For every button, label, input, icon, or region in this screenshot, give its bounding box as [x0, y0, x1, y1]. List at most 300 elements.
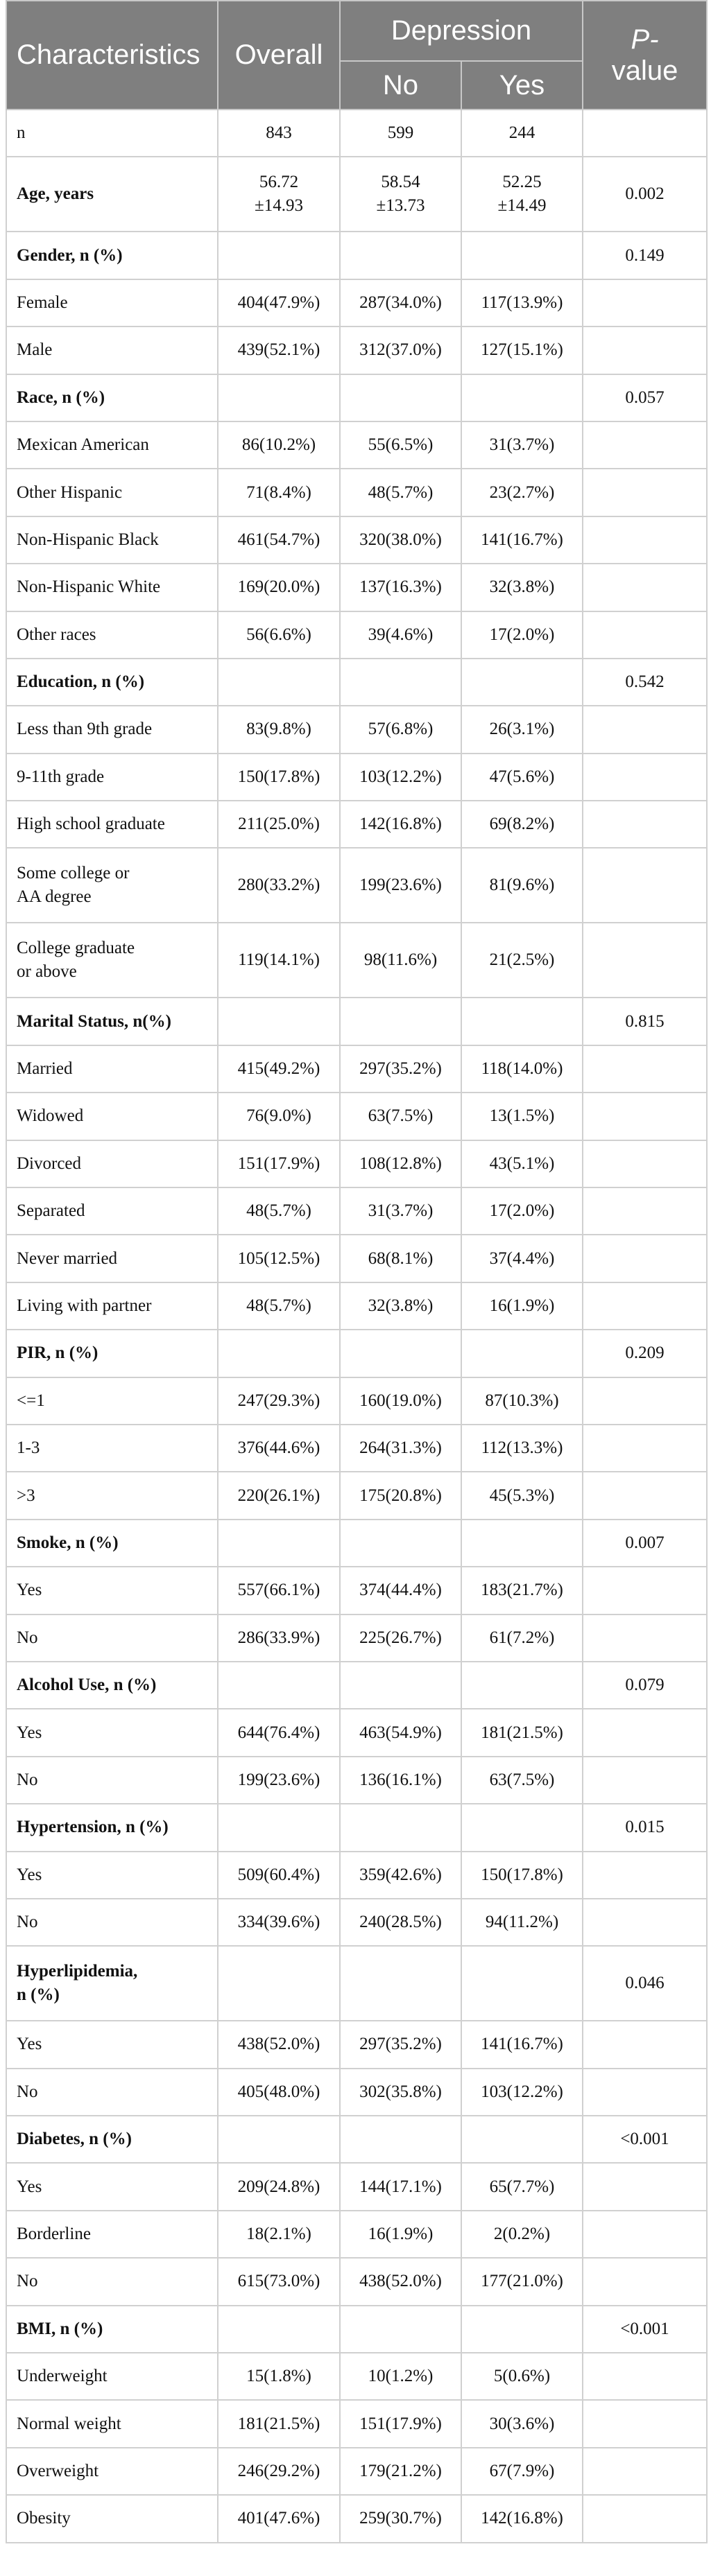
cell-overall	[218, 1662, 340, 1709]
cell-overall: 169(20.0%)	[218, 564, 340, 611]
cell-yes	[461, 659, 583, 706]
cell-overall	[218, 1946, 340, 2021]
table-container	[6, 0, 706, 2543]
row-label: 9-11th grade	[6, 754, 218, 801]
cell-yes: 23(2.7%)	[461, 469, 583, 516]
cell-no	[340, 1804, 461, 1851]
cell-p-value	[583, 754, 707, 801]
row-label: n	[6, 110, 218, 157]
table-row	[6, 1615, 707, 1662]
table-row	[6, 1472, 707, 1519]
row-label: Yes	[6, 1567, 218, 1614]
section-label	[6, 1946, 218, 2021]
cell-no: 297(35.2%)	[340, 2021, 461, 2068]
table-row	[6, 2021, 707, 2068]
cell-overall: 56(6.6%)	[218, 611, 340, 659]
row-label: Non-Hispanic Black	[6, 516, 218, 564]
cell-no: 240(28.5%)	[340, 1899, 461, 1946]
cell-overall: 211(25.0%)	[218, 801, 340, 848]
cell-yes: 17(2.0%)	[461, 611, 583, 659]
row-label: <=1	[6, 1377, 218, 1425]
cell-overall	[218, 2116, 340, 2163]
cell-no: 16(1.9%)	[340, 2211, 461, 2258]
cell-no: 302(35.8%)	[340, 2069, 461, 2116]
cell-p-value: 0.209	[583, 1330, 707, 1377]
table-row	[6, 2069, 707, 2116]
table-body	[6, 110, 707, 2543]
cell-overall: 48(5.7%)	[218, 1187, 340, 1235]
cell-no: 103(12.2%)	[340, 754, 461, 801]
table-row	[6, 923, 707, 998]
cell-no: 108(12.8%)	[340, 1140, 461, 1187]
cell-no: 463(54.9%)	[340, 1709, 461, 1756]
table-section-row	[6, 659, 707, 706]
cell-p-value: 0.015	[583, 1804, 707, 1851]
table-row	[6, 2495, 707, 2542]
table-section-row	[6, 232, 707, 279]
cell-overall: 509(60.4%)	[218, 1852, 340, 1899]
table-row	[6, 2211, 707, 2258]
table-row	[6, 754, 707, 801]
cell-yes	[461, 2306, 583, 2353]
cell-yes: 5(0.6%)	[461, 2353, 583, 2400]
cell-overall: 280(33.2%)	[218, 848, 340, 923]
cell-overall: 615(73.0%)	[218, 2258, 340, 2305]
cell-yes: 141(16.7%)	[461, 2021, 583, 2068]
cell-no	[340, 659, 461, 706]
table-row	[6, 2448, 707, 2495]
cell-yes: 127(15.1%)	[461, 327, 583, 374]
table-row	[6, 706, 707, 753]
section-label-line: Hyperlipidemia,	[17, 1962, 138, 1981]
cell-p-value	[583, 516, 707, 564]
cell-p-value	[583, 848, 707, 923]
cell-no: 48(5.7%)	[340, 469, 461, 516]
table-row	[6, 1045, 707, 1093]
cell-overall	[218, 157, 340, 232]
cell-yes: 65(7.7%)	[461, 2163, 583, 2210]
cell-no: 320(38.0%)	[340, 516, 461, 564]
cell-p-value	[583, 421, 707, 469]
table-row	[6, 1140, 707, 1187]
row-label: Yes	[6, 2021, 218, 2068]
row-label: Non-Hispanic White	[6, 564, 218, 611]
cell-no: 297(35.2%)	[340, 1045, 461, 1093]
cell-yes-line: 52.25	[502, 173, 542, 192]
cell-p-value	[583, 1425, 707, 1472]
table-row	[6, 611, 707, 659]
cell-p-value: 0.002	[583, 157, 707, 232]
cell-no: 179(21.2%)	[340, 2448, 461, 2495]
table-row	[6, 1282, 707, 1330]
cell-yes: 141(16.7%)	[461, 516, 583, 564]
cell-yes	[461, 1662, 583, 1709]
cell-overall: 18(2.1%)	[218, 2211, 340, 2258]
cell-overall	[218, 1330, 340, 1377]
row-label: High school graduate	[6, 801, 218, 848]
table-section-row	[6, 1662, 707, 1709]
cell-no: 63(7.5%)	[340, 1093, 461, 1140]
cell-yes: 17(2.0%)	[461, 1187, 583, 1235]
cell-overall: 401(47.6%)	[218, 2495, 340, 2542]
cell-overall: 286(33.9%)	[218, 1615, 340, 1662]
cell-overall: 843	[218, 110, 340, 157]
cell-yes: 31(3.7%)	[461, 421, 583, 469]
cell-overall: 83(9.8%)	[218, 706, 340, 753]
section-label: BMI, n (%)	[6, 2306, 218, 2353]
cell-no: 31(3.7%)	[340, 1187, 461, 1235]
cell-no: 259(30.7%)	[340, 2495, 461, 2542]
header-overall: Overall	[218, 1, 340, 110]
cell-no: 264(31.3%)	[340, 1425, 461, 1472]
cell-overall	[218, 1804, 340, 1851]
row-label: Yes	[6, 2163, 218, 2210]
cell-p-value	[583, 1377, 707, 1425]
cell-yes: 30(3.6%)	[461, 2400, 583, 2447]
row-label: Underweight	[6, 2353, 218, 2400]
header-p-value	[583, 1, 707, 110]
header-depression: Depression	[340, 1, 583, 61]
cell-no: 98(11.6%)	[340, 923, 461, 998]
table-header	[6, 1, 707, 110]
cell-yes: 32(3.8%)	[461, 564, 583, 611]
cell-yes: 81(9.6%)	[461, 848, 583, 923]
cell-yes: 37(4.4%)	[461, 1235, 583, 1282]
cell-no	[340, 232, 461, 279]
cell-no	[340, 2116, 461, 2163]
cell-overall: 644(76.4%)	[218, 1709, 340, 1756]
cell-no: 160(19.0%)	[340, 1377, 461, 1425]
cell-overall	[218, 2306, 340, 2353]
cell-yes: 150(17.8%)	[461, 1852, 583, 1899]
table-section-row	[6, 1330, 707, 1377]
cell-overall: 438(52.0%)	[218, 2021, 340, 2068]
table-row	[6, 848, 707, 923]
section-label-line: n (%)	[17, 1985, 60, 2005]
cell-p-value	[583, 923, 707, 998]
header-characteristics: Characteristics	[6, 1, 218, 110]
row-label: No	[6, 1757, 218, 1804]
table-section-row	[6, 1804, 707, 1851]
cell-yes	[461, 232, 583, 279]
cell-no: 55(6.5%)	[340, 421, 461, 469]
table-row	[6, 564, 707, 611]
cell-p-value	[583, 1709, 707, 1756]
cell-yes: 177(21.0%)	[461, 2258, 583, 2305]
cell-p-value	[583, 1567, 707, 1614]
cell-no	[340, 1330, 461, 1377]
cell-no: 10(1.2%)	[340, 2353, 461, 2400]
cell-p-value: 0.542	[583, 659, 707, 706]
table-row	[6, 2258, 707, 2305]
row-label: Overweight	[6, 2448, 218, 2495]
section-label: Race, n (%)	[6, 374, 218, 421]
cell-yes	[461, 1804, 583, 1851]
cell-p-value: 0.046	[583, 1946, 707, 2021]
cell-overall	[218, 659, 340, 706]
cell-overall: 439(52.1%)	[218, 327, 340, 374]
cell-p-value	[583, 1045, 707, 1093]
row-label: No	[6, 2069, 218, 2116]
header-depression-yes: Yes	[461, 61, 583, 110]
cell-no: 57(6.8%)	[340, 706, 461, 753]
row-label-line: Some college or	[17, 864, 130, 883]
section-label: Gender, n (%)	[6, 232, 218, 279]
cell-no-line: ±13.73	[376, 196, 425, 216]
cell-no	[340, 157, 461, 232]
row-label: Other Hispanic	[6, 469, 218, 516]
cell-overall: 461(54.7%)	[218, 516, 340, 564]
cell-no: 225(26.7%)	[340, 1615, 461, 1662]
cell-p-value	[583, 1187, 707, 1235]
table-row	[6, 110, 707, 157]
header-p-italic: P-	[631, 24, 659, 55]
row-label: No	[6, 2258, 218, 2305]
cell-no: 142(16.8%)	[340, 801, 461, 848]
cell-p-value	[583, 1899, 707, 1946]
section-label: Alcohol Use, n (%)	[6, 1662, 218, 1709]
header-depression-no: No	[340, 61, 461, 110]
table-row	[6, 1899, 707, 1946]
cell-yes: 183(21.7%)	[461, 1567, 583, 1614]
cell-yes	[461, 374, 583, 421]
cell-yes	[461, 1330, 583, 1377]
cell-no: 68(8.1%)	[340, 1235, 461, 1282]
cell-overall: 247(29.3%)	[218, 1377, 340, 1425]
row-label: No	[6, 1899, 218, 1946]
table-row	[6, 1187, 707, 1235]
cell-overall: 404(47.9%)	[218, 279, 340, 327]
row-label: >3	[6, 1472, 218, 1519]
cell-yes: 103(12.2%)	[461, 2069, 583, 2116]
cell-overall: 246(29.2%)	[218, 2448, 340, 2495]
cell-overall-line: 56.72	[259, 173, 299, 192]
cell-p-value	[583, 1757, 707, 1804]
cell-p-value	[583, 1093, 707, 1140]
cell-no: 151(17.9%)	[340, 2400, 461, 2447]
row-label: Male	[6, 327, 218, 374]
row-label: Living with partner	[6, 1282, 218, 1330]
cell-yes: 67(7.9%)	[461, 2448, 583, 2495]
row-label: Age, years	[6, 157, 218, 232]
cell-overall	[218, 1520, 340, 1567]
cell-overall: 86(10.2%)	[218, 421, 340, 469]
cell-yes	[461, 2116, 583, 2163]
cell-yes: 43(5.1%)	[461, 1140, 583, 1187]
table-section-row	[6, 2116, 707, 2163]
cell-yes: 26(3.1%)	[461, 706, 583, 753]
table-row	[6, 279, 707, 327]
cell-overall: 209(24.8%)	[218, 2163, 340, 2210]
row-label: Divorced	[6, 1140, 218, 1187]
cell-no	[340, 2306, 461, 2353]
cell-no: 199(23.6%)	[340, 848, 461, 923]
cell-overall: 105(12.5%)	[218, 1235, 340, 1282]
row-label: Borderline	[6, 2211, 218, 2258]
cell-p-value	[583, 327, 707, 374]
cell-overall: 405(48.0%)	[218, 2069, 340, 2116]
cell-yes: 45(5.3%)	[461, 1472, 583, 1519]
cell-overall	[218, 374, 340, 421]
cell-p-value	[583, 611, 707, 659]
table-row	[6, 2163, 707, 2210]
cell-no: 312(37.0%)	[340, 327, 461, 374]
table-row	[6, 1093, 707, 1140]
row-label-line: College graduate	[17, 939, 135, 958]
row-label: Yes	[6, 1709, 218, 1756]
cell-yes: 118(14.0%)	[461, 1045, 583, 1093]
cell-yes: 87(10.3%)	[461, 1377, 583, 1425]
cell-p-value	[583, 279, 707, 327]
section-label: Hypertension, n (%)	[6, 1804, 218, 1851]
cell-no: 136(16.1%)	[340, 1757, 461, 1804]
row-label: Less than 9th grade	[6, 706, 218, 753]
cell-p-value	[583, 2400, 707, 2447]
cell-yes: 244	[461, 110, 583, 157]
cell-p-value: 0.007	[583, 1520, 707, 1567]
cell-p-value	[583, 2448, 707, 2495]
table-row	[6, 469, 707, 516]
cell-no: 32(3.8%)	[340, 1282, 461, 1330]
cell-overall: 415(49.2%)	[218, 1045, 340, 1093]
cell-yes: 13(1.5%)	[461, 1093, 583, 1140]
cell-yes: 16(1.9%)	[461, 1282, 583, 1330]
cell-overall: 119(14.1%)	[218, 923, 340, 998]
section-label: Marital Status, n(%)	[6, 998, 218, 1045]
table-row	[6, 2400, 707, 2447]
row-label: Mexican American	[6, 421, 218, 469]
cell-overall: 376(44.6%)	[218, 1425, 340, 1472]
cell-overall: 71(8.4%)	[218, 469, 340, 516]
table-row	[6, 157, 707, 232]
row-label	[6, 848, 218, 923]
cell-p-value	[583, 1282, 707, 1330]
table-section-row	[6, 1946, 707, 2021]
cell-overall	[218, 998, 340, 1045]
cell-no: 287(34.0%)	[340, 279, 461, 327]
cell-yes: 117(13.9%)	[461, 279, 583, 327]
cell-no	[340, 1520, 461, 1567]
table-row	[6, 2353, 707, 2400]
table-row	[6, 1757, 707, 1804]
cell-p-value: 0.079	[583, 1662, 707, 1709]
cell-overall: 199(23.6%)	[218, 1757, 340, 1804]
cell-p-value	[583, 110, 707, 157]
cell-no: 359(42.6%)	[340, 1852, 461, 1899]
table-row	[6, 327, 707, 374]
cell-p-value	[583, 2163, 707, 2210]
cell-p-value: <0.001	[583, 2306, 707, 2353]
cell-overall: 150(17.8%)	[218, 754, 340, 801]
cell-overall: 151(17.9%)	[218, 1140, 340, 1187]
row-label: Never married	[6, 1235, 218, 1282]
table-row	[6, 1425, 707, 1472]
cell-yes	[461, 1946, 583, 2021]
table-row	[6, 1377, 707, 1425]
cell-yes: 21(2.5%)	[461, 923, 583, 998]
cell-p-value	[583, 1140, 707, 1187]
row-label: Yes	[6, 1852, 218, 1899]
cell-no: 137(16.3%)	[340, 564, 461, 611]
cell-yes: 142(16.8%)	[461, 2495, 583, 2542]
cell-no	[340, 374, 461, 421]
row-label: Separated	[6, 1187, 218, 1235]
cell-yes	[461, 998, 583, 1045]
row-label: Obesity	[6, 2495, 218, 2542]
table-row	[6, 421, 707, 469]
cell-yes: 61(7.2%)	[461, 1615, 583, 1662]
cell-p-value	[583, 2495, 707, 2542]
cell-no: 599	[340, 110, 461, 157]
row-label	[6, 923, 218, 998]
cell-overall-line: ±14.93	[255, 196, 303, 216]
cell-yes: 69(8.2%)	[461, 801, 583, 848]
table-section-row	[6, 2306, 707, 2353]
cell-p-value: 0.057	[583, 374, 707, 421]
row-label: Female	[6, 279, 218, 327]
cell-no: 175(20.8%)	[340, 1472, 461, 1519]
cell-p-value	[583, 2069, 707, 2116]
table-row	[6, 801, 707, 848]
cell-overall: 220(26.1%)	[218, 1472, 340, 1519]
cell-p-value	[583, 2258, 707, 2305]
cell-no: 39(4.6%)	[340, 611, 461, 659]
cell-yes	[461, 157, 583, 232]
cell-p-value	[583, 2353, 707, 2400]
row-label: Other races	[6, 611, 218, 659]
table-row	[6, 516, 707, 564]
section-label: Diabetes, n (%)	[6, 2116, 218, 2163]
cell-overall: 76(9.0%)	[218, 1093, 340, 1140]
row-label-line: AA degree	[17, 887, 92, 907]
cell-yes: 112(13.3%)	[461, 1425, 583, 1472]
section-label: Education, n (%)	[6, 659, 218, 706]
row-label-line: or above	[17, 962, 77, 982]
cell-overall: 557(66.1%)	[218, 1567, 340, 1614]
cell-p-value	[583, 706, 707, 753]
row-label: Normal weight	[6, 2400, 218, 2447]
cell-overall: 181(21.5%)	[218, 2400, 340, 2447]
cell-p-value: 0.149	[583, 232, 707, 279]
table-section-row	[6, 1520, 707, 1567]
cell-p-value: <0.001	[583, 2116, 707, 2163]
section-label: Smoke, n (%)	[6, 1520, 218, 1567]
table-row	[6, 1852, 707, 1899]
cell-p-value	[583, 564, 707, 611]
section-label: PIR, n (%)	[6, 1330, 218, 1377]
cell-overall: 48(5.7%)	[218, 1282, 340, 1330]
cell-no: 374(44.4%)	[340, 1567, 461, 1614]
cell-yes: 47(5.6%)	[461, 754, 583, 801]
row-label: Widowed	[6, 1093, 218, 1140]
characteristics-table	[6, 0, 708, 2543]
cell-overall	[218, 232, 340, 279]
cell-no: 438(52.0%)	[340, 2258, 461, 2305]
cell-yes: 2(0.2%)	[461, 2211, 583, 2258]
cell-overall: 334(39.6%)	[218, 1899, 340, 1946]
cell-p-value	[583, 469, 707, 516]
cell-p-value	[583, 1615, 707, 1662]
cell-p-value	[583, 1235, 707, 1282]
cell-overall: 15(1.8%)	[218, 2353, 340, 2400]
cell-yes-line: ±14.49	[497, 196, 547, 216]
row-label: Married	[6, 1045, 218, 1093]
cell-no	[340, 998, 461, 1045]
row-label: No	[6, 1615, 218, 1662]
table-section-row	[6, 998, 707, 1045]
row-label: 1-3	[6, 1425, 218, 1472]
cell-no: 144(17.1%)	[340, 2163, 461, 2210]
